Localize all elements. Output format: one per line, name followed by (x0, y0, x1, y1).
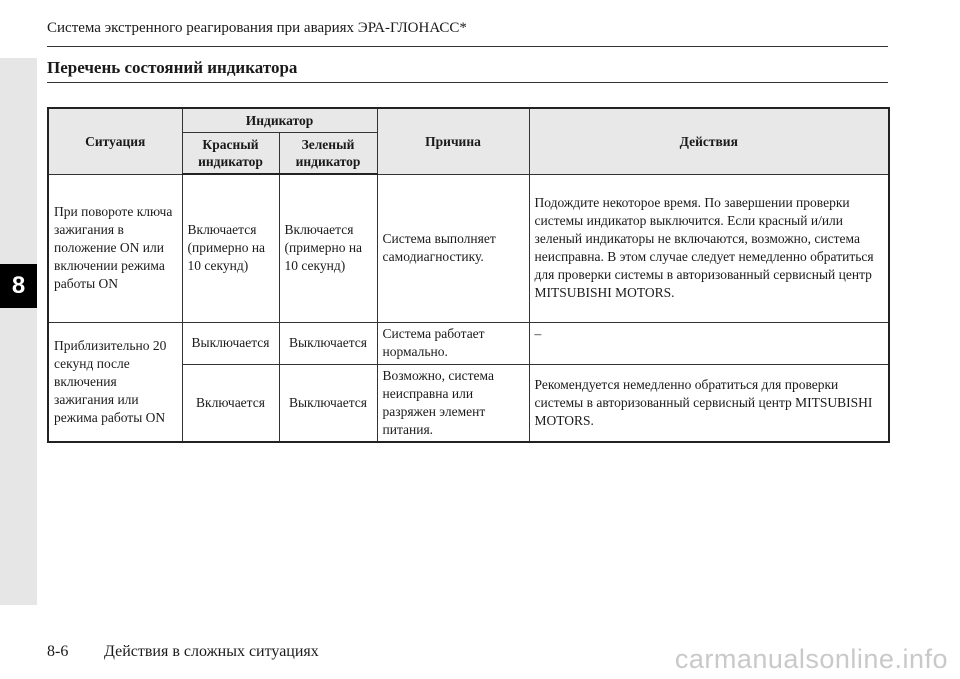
header-actions: Действия (529, 108, 889, 174)
cell-cause: Возможно, система неисправна или разряжен элемент питания. (377, 364, 529, 442)
table-row (48, 322, 889, 364)
header-cause: Причина (377, 108, 529, 174)
cell-situation: Приблизительно 20 секунд после включения зажигания или режима работы ON (48, 322, 182, 442)
cell-actions: Подождите некоторое время. По завершении проверки системы индикатор выключится. Если красный и/или зеленый индикаторы не включаются, возможно, система неисправна. В этом случае следует немедленно обратиться для проверки системы в авторизованный сервисный центр MITSUBISHI MOTORS. (529, 174, 889, 322)
cell-cause: Система выполняет самодиагностику. (377, 174, 529, 322)
cell-red-indicator: Включается (182, 364, 279, 442)
watermark: carmanualsonline.info (674, 644, 948, 674)
cell-green-indicator: Выключается (279, 322, 377, 364)
running-header: Система экстренного реагирования при авариях ЭРА-ГЛОНАСС* (47, 20, 467, 36)
header-red-indicator: Красный индикатор (182, 132, 279, 174)
cell-green-indicator: Включается (примерно на 10 секунд) (279, 174, 377, 322)
cell-actions: – (529, 322, 889, 364)
footer-chapter-title: Действия в сложных ситуациях (104, 643, 319, 660)
section-title: Перечень состояний индикатора (47, 58, 298, 77)
cell-red-indicator: Включается (примерно на 10 секунд) (182, 174, 279, 322)
cell-actions: Рекомендуется немедленно обратиться для проверки системы в авторизованный сервисный центр MITSUBISHI MOTORS. (529, 364, 889, 442)
header-situation: Ситуация (48, 108, 182, 174)
header-indicator: Индикатор (182, 108, 377, 132)
chapter-tab: 8 (0, 264, 37, 308)
table-row (48, 174, 889, 322)
page-number: 8-6 (47, 643, 69, 660)
indicator-status-table (47, 107, 890, 443)
cell-green-indicator: Выключается (279, 364, 377, 442)
cell-situation: При повороте ключа зажигания в положение ON или включении режима работы ON (48, 174, 182, 322)
cell-cause: Система работает нормально. (377, 322, 529, 364)
title-divider (47, 82, 888, 83)
cell-red-indicator: Выключается (182, 322, 279, 364)
header-green-indicator: Зеленый индикатор (279, 132, 377, 174)
header-divider (47, 46, 888, 47)
side-strip (0, 58, 37, 605)
